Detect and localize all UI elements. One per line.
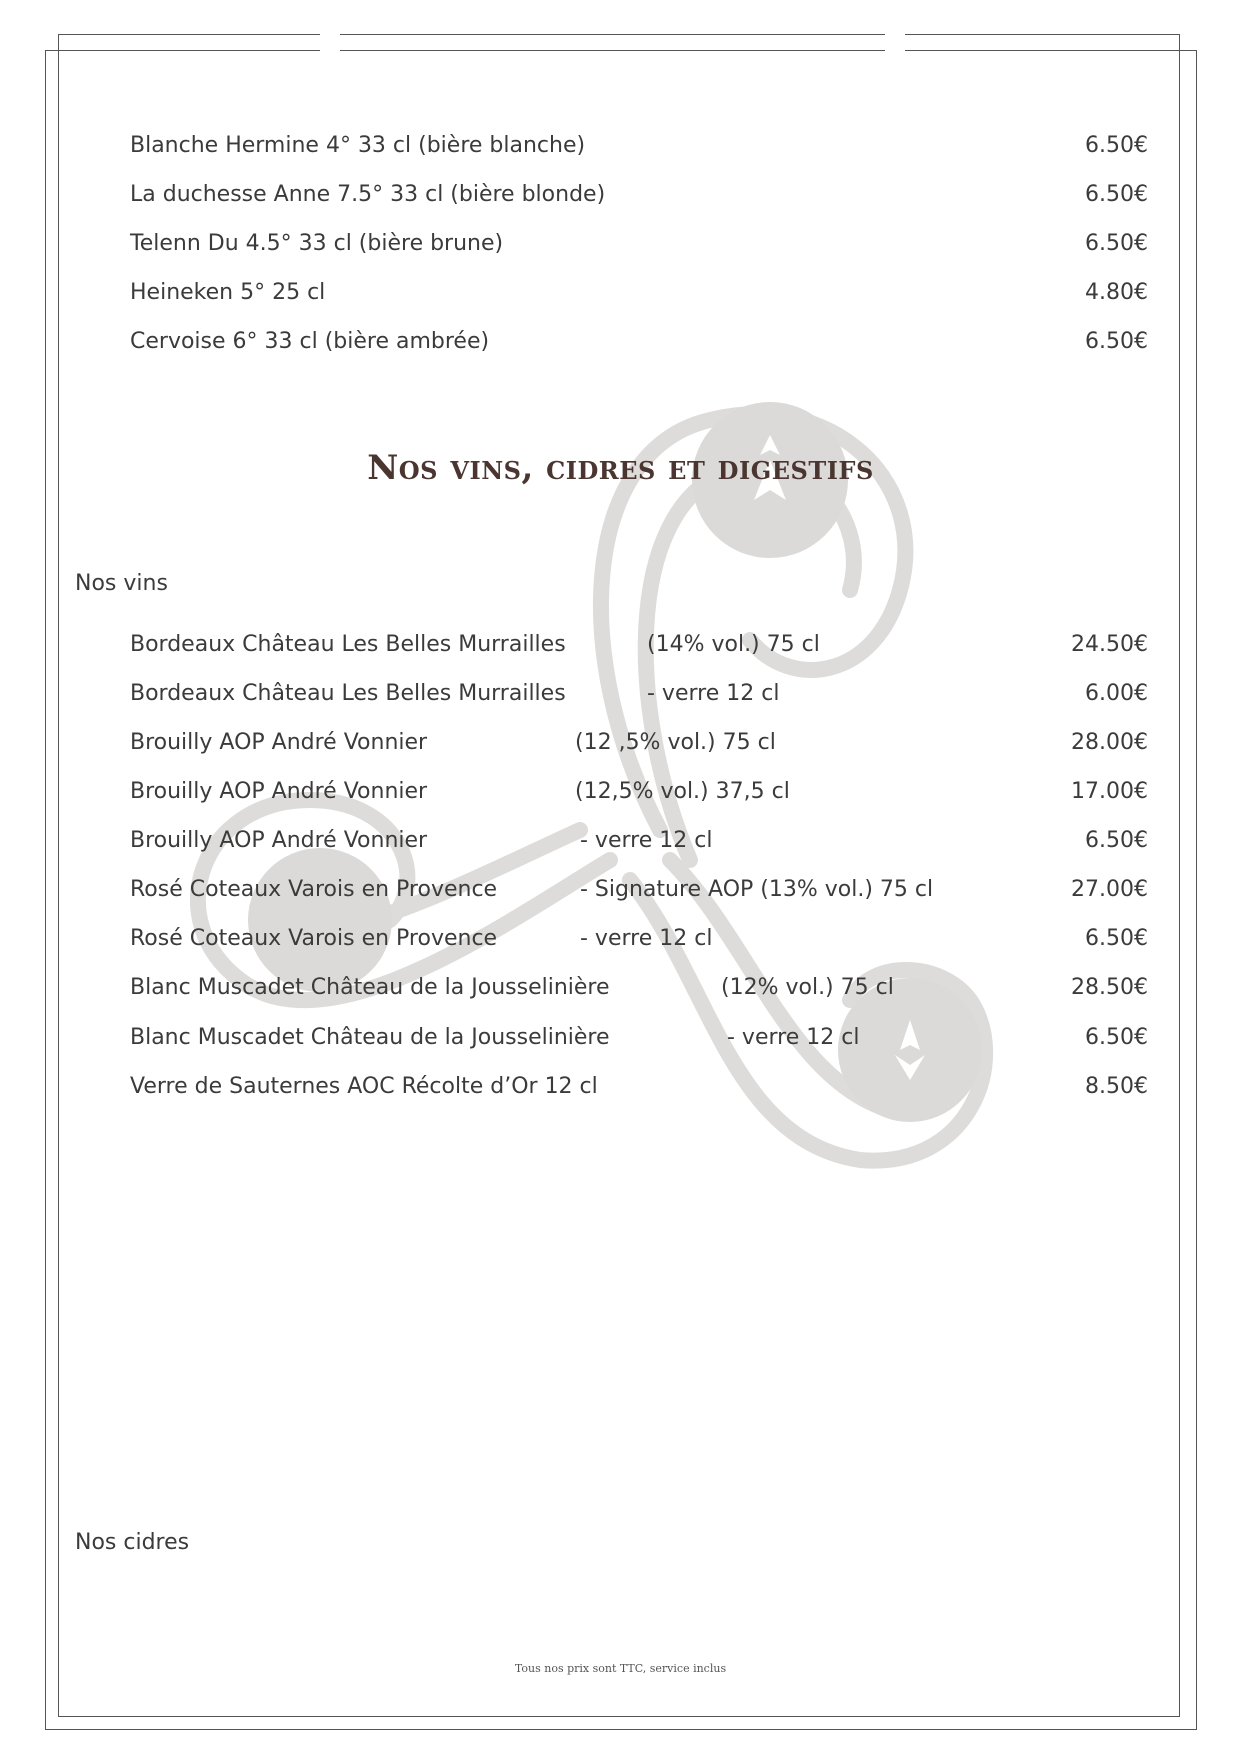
frame-gap-left <box>320 30 340 54</box>
beer-item-price: 6.50€ <box>1085 329 1148 354</box>
beer-item-price: 4.80€ <box>1085 280 1148 305</box>
wine-item-price: 24.50€ <box>1071 632 1148 657</box>
wine-item-detail: - verre 12 cl <box>727 1025 860 1050</box>
wine-item-name: Blanc Muscadet Château de la Jousselinière <box>130 975 610 1000</box>
wine-item-price: 6.50€ <box>1085 828 1148 853</box>
wine-item-price: 28.50€ <box>1071 975 1148 1000</box>
beer-item-name: Cervoise 6° 33 cl (bière ambrée) <box>130 329 490 354</box>
wine-item-name: Brouilly AOP André Vonnier <box>130 730 428 755</box>
wine-item-name: Brouilly AOP André Vonnier <box>130 779 428 804</box>
wine-item-detail: - Signature AOP (13% vol.) 75 cl <box>580 877 934 902</box>
wine-item-name: Brouilly AOP André Vonnier <box>130 828 428 853</box>
wine-item-detail: - verre 12 cl <box>580 926 713 951</box>
wine-item-name: Verre de Sauternes AOC Récolte d’Or 12 cl <box>130 1074 598 1099</box>
wine-item-price: 27.00€ <box>1071 877 1148 902</box>
wine-item-name: Blanc Muscadet Château de la Jousselinière <box>130 1025 610 1050</box>
wine-item-price: 6.50€ <box>1085 1025 1148 1050</box>
wine-item-detail: - verre 12 cl <box>647 681 780 706</box>
wine-item-detail: (12 ,5% vol.) 75 cl <box>575 730 776 755</box>
beer-item-name: La duchesse Anne 7.5° 33 cl (bière blonde) <box>130 182 606 207</box>
wine-item-price: 8.50€ <box>1085 1074 1148 1099</box>
beer-item-name: Heineken 5° 25 cl <box>130 280 326 305</box>
frame-gap-right <box>885 30 905 54</box>
wine-item-detail: (12,5% vol.) 37,5 cl <box>575 779 790 804</box>
wine-item-name: Bordeaux Château Les Belles Murrailles <box>130 632 566 657</box>
wine-item-detail: (12% vol.) 75 cl <box>721 975 894 1000</box>
section-heading: Nos vins, cidres et digestifs <box>367 448 874 488</box>
wine-item-price: 6.50€ <box>1085 926 1148 951</box>
wine-item-detail: - verre 12 cl <box>580 828 713 853</box>
wine-item-detail: (14% vol.) 75 cl <box>647 632 820 657</box>
beer-item-price: 6.50€ <box>1085 182 1148 207</box>
beer-item-name: Telenn Du 4.5° 33 cl (bière brune) <box>130 231 504 256</box>
wine-item-price: 6.00€ <box>1085 681 1148 706</box>
beer-item-name: Blanche Hermine 4° 33 cl (bière blanche) <box>130 133 586 158</box>
wine-item-price: 28.00€ <box>1071 730 1148 755</box>
wines-section-label: Nos vins <box>75 571 168 596</box>
beer-item-price: 6.50€ <box>1085 133 1148 158</box>
wine-item-name: Rosé Coteaux Varois en Provence <box>130 877 498 902</box>
beer-item-price: 6.50€ <box>1085 231 1148 256</box>
cidres-section-label: Nos cidres <box>75 1530 190 1555</box>
wine-item-price: 17.00€ <box>1071 779 1148 804</box>
wine-item-name: Bordeaux Château Les Belles Murrailles <box>130 681 566 706</box>
footer-note: Tous nos prix sont TTC, service inclus <box>514 1662 727 1675</box>
wine-item-name: Rosé Coteaux Varois en Provence <box>130 926 498 951</box>
